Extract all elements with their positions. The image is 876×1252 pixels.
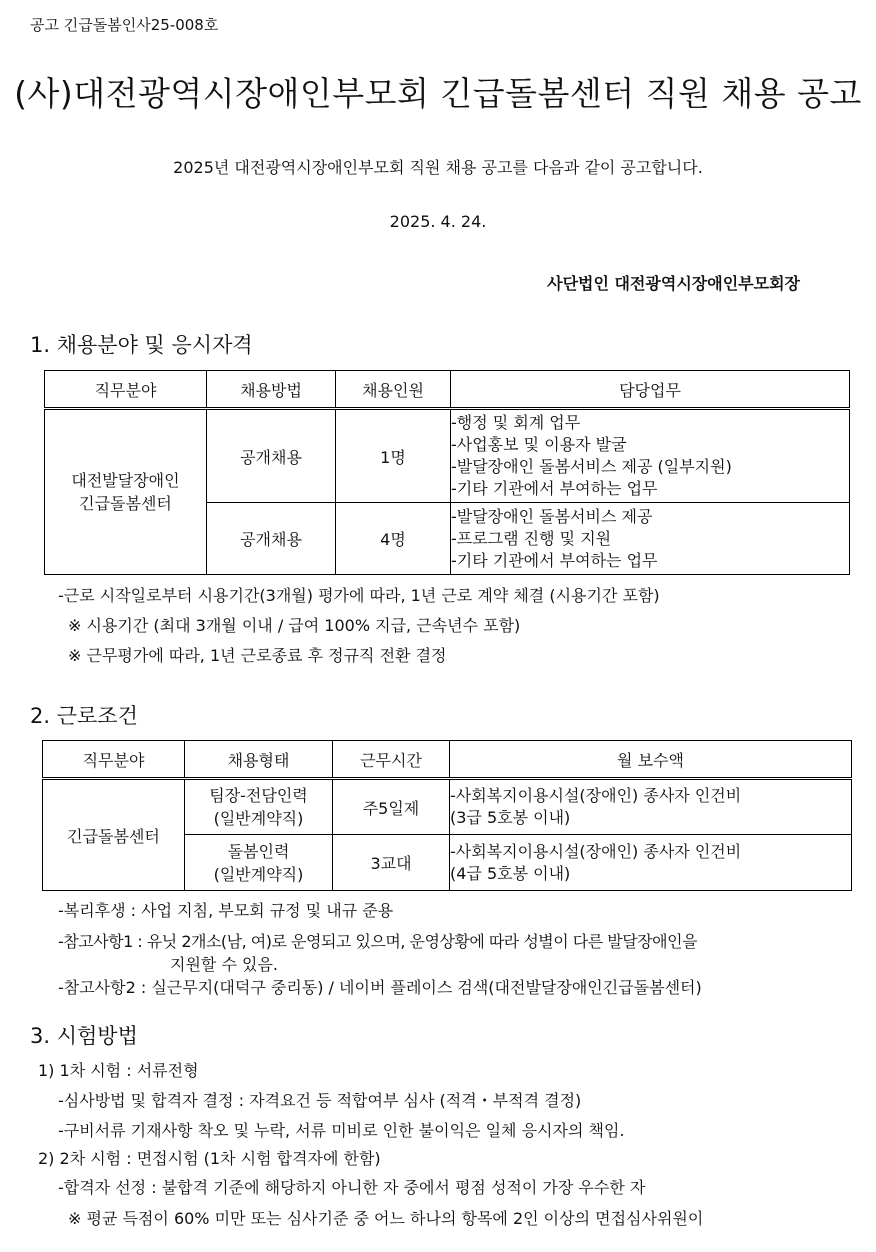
monthly-pay-cell — [450, 835, 852, 891]
work-hours-cell: 3교대 — [333, 835, 450, 891]
exam-step-2: 2) 2차 시험 : 면접시험 (1차 시험 합격자에 한함) — [38, 1149, 381, 1168]
table-header-row — [45, 371, 850, 409]
section2-heading: 2. 근로조건 — [30, 704, 138, 728]
document-number: 공고 긴급돌봄인사25-008호 — [30, 16, 219, 34]
duties-cell — [451, 503, 850, 575]
page-title: (사)대전광역시장애인부모회 긴급돌봄센터 직원 채용 공고 — [14, 74, 862, 113]
column-header: 채용인원 — [336, 371, 451, 409]
reference-note-1-continued: 지원할 수 있음. — [170, 955, 278, 974]
pay-line: -사회복지이용시설(장애인) 종사자 인건비 — [450, 841, 742, 861]
employment-type-line: (일반계약직) — [213, 809, 304, 828]
hiring-method-cell: 공개채용 — [207, 503, 336, 575]
exam-step-2-note: ※ 평균 득점이 60% 미만 또는 심사기준 중 어느 하나의 항목에 2인 이상의 면접심사위원이 — [68, 1209, 704, 1228]
employment-type-cell — [185, 835, 333, 891]
duty-item: -발달장애인 돌봄서비스 제공 — [451, 506, 653, 526]
section1-heading: 1. 채용분야 및 응시자격 — [30, 333, 253, 357]
job-field-line: 대전발달장애인 — [71, 471, 180, 490]
job-field-cell: 긴급돌봄센터 — [43, 779, 185, 891]
intro-text: 2025년 대전광역시장애인부모회 직원 채용 공고를 다음과 같이 공고합니다. — [173, 158, 703, 177]
job-field-line: 긴급돌봄센터 — [79, 494, 172, 513]
duty-item: -기타 기관에서 부여하는 업무 — [451, 550, 658, 570]
hiring-method-cell: 공개채용 — [207, 409, 336, 503]
pay-line: (3급 5호봉 이내) — [450, 808, 571, 827]
monthly-pay-cell — [450, 779, 852, 835]
employment-type-line: 팀장-전담인력 — [209, 786, 308, 805]
exam-step-1: 1) 1차 시험 : 서류전형 — [38, 1061, 199, 1080]
signer: 사단법인 대전광역시장애인부모회장 — [547, 274, 800, 293]
duties-cell — [451, 409, 850, 503]
duty-item: -프로그램 진행 및 지원 — [451, 528, 612, 548]
recruitment-table — [44, 370, 850, 575]
headcount-cell: 4명 — [336, 503, 451, 575]
exam-step-1-item: -심사방법 및 합격자 결정 : 자격요건 등 적합여부 심사 (적격・부적격 결정) — [58, 1091, 582, 1110]
conversion-note: ※ 근무평가에 따라, 1년 근로종료 후 정규직 전환 결정 — [68, 646, 447, 665]
benefits-note: -복리후생 : 사업 지침, 부모회 규정 및 내규 준용 — [58, 901, 394, 920]
column-header: 담당업무 — [451, 371, 850, 409]
reference-note-2: -참고사항2 : 실근무지(대덕구 중리동) / 네이버 플레이스 검색(대전발달장애인긴급돌봄센터) — [58, 978, 702, 997]
work-hours-cell: 주5일제 — [333, 779, 450, 835]
column-header: 채용방법 — [207, 371, 336, 409]
working-conditions-table — [42, 740, 852, 891]
probation-detail-note: ※ 시용기간 (최대 3개월 이내 / 급여 100% 지급, 근속년수 포함) — [68, 616, 521, 635]
headcount-cell: 1명 — [336, 409, 451, 503]
probation-note: -근로 시작일로부터 시용기간(3개월) 평가에 따라, 1년 근로 계약 체결 (시용기간 포함) — [58, 586, 660, 605]
pay-line: (4급 5호봉 이내) — [450, 863, 571, 883]
pay-line: -사회복지이용시설(장애인) 종사자 인건비 — [450, 786, 742, 805]
duty-item: -행정 및 회계 업무 — [451, 413, 581, 432]
column-header: 직무분야 — [43, 741, 185, 779]
table-row — [45, 409, 850, 503]
reference-note-1: -참고사항1 : 유닛 2개소(남, 여)로 운영되고 있으며, 운영상황에 따라 성별이 다른 발달장애인을 — [58, 932, 698, 951]
duty-item: -발달장애인 돌봄서비스 제공 (일부지원) — [451, 457, 732, 476]
section3-heading: 3. 시험방법 — [30, 1024, 138, 1048]
announcement-date: 2025. 4. 24. — [389, 212, 487, 231]
exam-step-1-item: -구비서류 기재사항 착오 및 누락, 서류 미비로 인한 불이익은 일체 응시자의 책임. — [58, 1121, 625, 1140]
employment-type-line: (일반계약직) — [213, 864, 304, 884]
employment-type-line: 돌봄인력 — [227, 841, 290, 861]
column-header: 채용형태 — [185, 741, 333, 779]
job-field-cell — [45, 409, 207, 575]
table-header-row — [43, 741, 852, 779]
exam-step-2-item: -합격자 선정 : 불합격 기준에 해당하지 아니한 자 중에서 평점 성적이 가장 우수한 자 — [58, 1178, 646, 1197]
table-row — [43, 779, 852, 835]
column-header: 직무분야 — [45, 371, 207, 409]
column-header: 근무시간 — [333, 741, 450, 779]
duty-item: -사업홍보 및 이용자 발굴 — [451, 435, 627, 454]
column-header: 월 보수액 — [450, 741, 852, 779]
employment-type-cell — [185, 779, 333, 835]
duty-item: -기타 기관에서 부여하는 업무 — [451, 479, 658, 498]
